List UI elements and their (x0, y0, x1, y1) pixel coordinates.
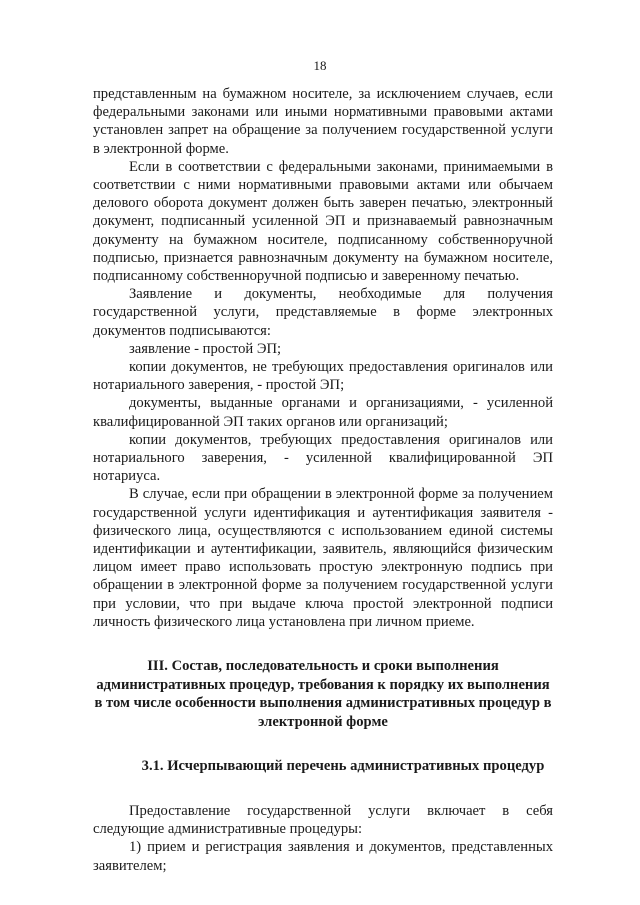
page-number: 18 (313, 58, 327, 73)
paragraph: представленным на бумажном носителе, за исключением случаев, если федеральными законами или иными нормативными правовыми актами установлен запрет на обращение за получением государственной услуги в электронной форме. (93, 86, 553, 157)
list-item: заявление - простой ЭП; (129, 340, 282, 357)
list-item: документы, выданные органами и организациями, - усиленной квалифицированной ЭП таких органов или организаций; (93, 395, 553, 430)
list-item: копии документов, не требующих предоставления оригиналов или нотариального заверения, - простой ЭП; (93, 359, 553, 394)
document-body (93, 85, 553, 875)
paragraph: Заявление и документы, необходимые для получения государственной услуги, представляемые в форме электронных документов подписываются: (93, 286, 553, 339)
paragraph: Предоставление государственной услуги включает в себя следующие административные процедуры: (93, 803, 553, 838)
list-item: копии документов, требующих предоставления оригиналов или нотариального заверения, - усиленной квалифицированной ЭП нотариуса. (93, 431, 553, 485)
paragraph: В случае, если при обращении в электронной форме за получением государственной услуги идентификация и аутентификация заявителя - физического лица, осуществляются с использованием единой системы идентификации и аутентификации, заявитель, являющийся физическим лицом имеет право использовать простую электронную подпись при обращении в электронной форме за получением государственной услуги при условии, что при выдаче ключа простой электронной подписи личность физического лица установлена при личном приеме. (93, 486, 553, 630)
subsection-heading: 3.1. Исчерпывающий перечень административных процедур (141, 758, 545, 775)
section-heading: III. Состав, последовательность и сроки выполнения административных процедур, требования к порядку их выполнения в том числе особенности выполнения административных процедур в электронной форме (94, 658, 552, 730)
paragraph: Если в соответствии с федеральными законами, принимаемыми в соответствии с ними нормативными правовыми актами или обычаем делового оборота документ должен быть заверен печатью, электронный документ, подписанный усиленной ЭП и признаваемый равнозначным документу на бумажном носителе, подписанному собственноручной подписью, признается равнозначным документу на бумажном носителе, подписанному собственноручной подписью и заверенному печатью. (93, 158, 553, 285)
list-item: 1) прием и регистрация заявления и документов, представленных заявителем; (93, 839, 553, 874)
